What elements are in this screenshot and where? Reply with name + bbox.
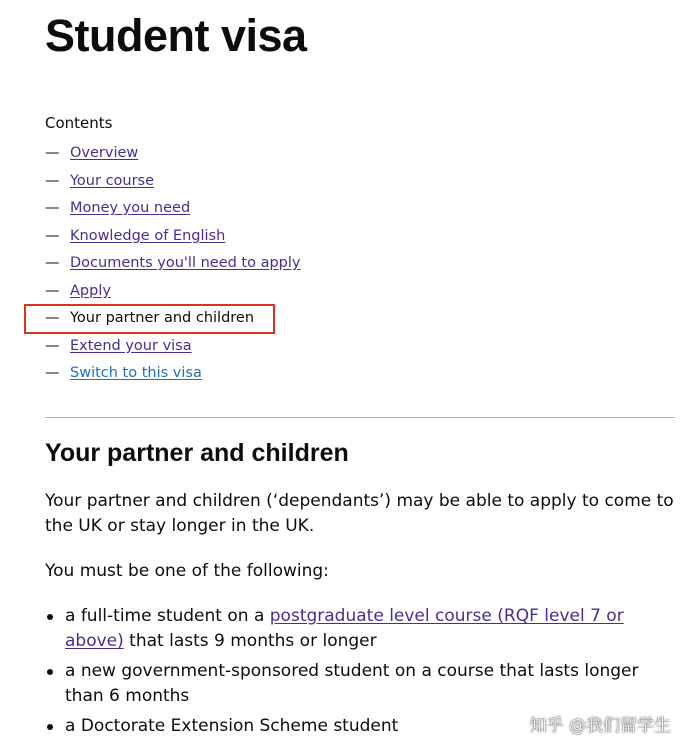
contents-item-knowledge-of-english bbox=[45, 226, 301, 254]
watermark-small bbox=[674, 737, 677, 748]
requirement-paragraph: You must be one of the following: bbox=[45, 561, 329, 581]
contents-current-partner-and-children: Your partner and children bbox=[70, 310, 255, 326]
contents-dash: — bbox=[45, 255, 60, 271]
contents-link-documents[interactable]: Documents you'll need to apply bbox=[70, 255, 301, 271]
section-title: Your partner and children bbox=[45, 439, 349, 467]
contents-dash: — bbox=[45, 310, 60, 326]
bullet-text: a full-time student on a bbox=[65, 606, 270, 626]
watermark: 知乎 @我们留学生 bbox=[529, 716, 671, 736]
bullet-text: a new government-sponsored student on a course that lasts longer than 6 months bbox=[65, 661, 639, 706]
contents-dash: — bbox=[45, 172, 60, 189]
contents-link-your-course[interactable]: Your course bbox=[70, 172, 155, 189]
contents-item-money-you-need bbox=[45, 198, 301, 226]
contents-link-extend-your-visa[interactable]: Extend your visa bbox=[70, 337, 192, 354]
contents-item-extend-your-visa bbox=[45, 336, 301, 364]
contents-item-overview bbox=[45, 143, 301, 171]
highlight-annotation-box bbox=[24, 304, 275, 334]
contents-item-documents bbox=[45, 253, 301, 281]
contents-link-knowledge-of-english[interactable]: Knowledge of English bbox=[70, 227, 226, 244]
contents-dash: — bbox=[45, 227, 60, 244]
contents-label: Contents bbox=[45, 114, 113, 132]
intro-paragraph: Your partner and children (‘dependants’) may be able to apply to come to the UK or stay longer in the UK. bbox=[45, 491, 674, 536]
contents-dash: — bbox=[45, 200, 60, 216]
contents-dash: — bbox=[45, 337, 60, 354]
contents-link-switch-to-this-visa[interactable]: Switch to this visa bbox=[70, 365, 202, 381]
contents-dash: — bbox=[45, 365, 60, 381]
postgraduate-course-link[interactable]: postgraduate level course (RQF level 7 or above) bbox=[65, 606, 624, 651]
page-title: Student visa bbox=[45, 10, 307, 61]
list-item bbox=[45, 659, 675, 709]
contents-link-money-you-need[interactable]: Money you need bbox=[70, 200, 191, 216]
contents-link-overview[interactable]: Overview bbox=[70, 145, 139, 161]
contents-item-switch-to-this-visa bbox=[45, 363, 301, 391]
contents-list bbox=[45, 143, 301, 391]
bullet-text: a Doctorate Extension Scheme student bbox=[65, 716, 399, 736]
contents-link-apply[interactable]: Apply bbox=[70, 282, 111, 299]
bullet-text: that lasts 9 months or longer bbox=[123, 631, 377, 651]
contents-dash: — bbox=[45, 145, 60, 161]
section-divider bbox=[45, 417, 675, 418]
contents-dash: — bbox=[45, 282, 60, 299]
list-item bbox=[45, 604, 675, 654]
contents-item-your-course bbox=[45, 171, 301, 199]
